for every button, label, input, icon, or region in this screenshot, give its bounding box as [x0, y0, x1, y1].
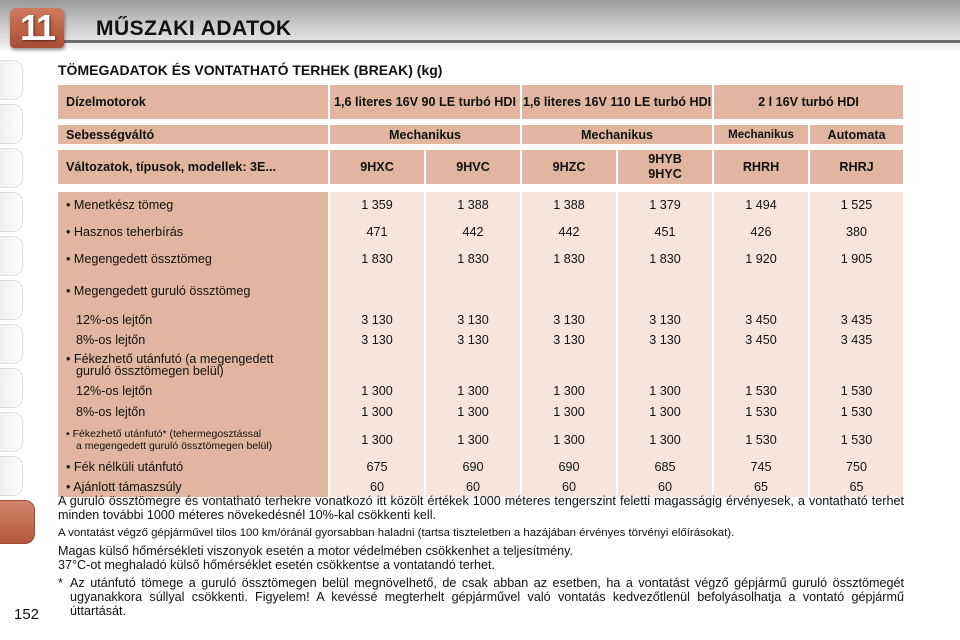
table-row	[58, 310, 903, 330]
engine-cell: 2 l 16V turbó HDI	[714, 85, 903, 119]
note-paragraph: A guruló össztömegre és vontatható terhekre vonatkozó itt közölt értékek 1000 méteres tengerszint feletti magasságig érvényesek, a vontatható terhet minden további 1000 méteres növekedésnél 10%-kal csökkenti kell.	[58, 494, 904, 522]
row-label-line: a megengedett guruló össztömegen belül)	[76, 440, 273, 452]
table-cell: 3 130	[522, 310, 616, 330]
row-label-line: • Fékezhető utánfutó* (tehermegosztással	[66, 428, 262, 440]
note-line: Magas külső hőmérsékleti viszonyok esetén a motor védelmében csökkenhet a teljesítmény.	[58, 544, 573, 558]
table-cell: 745	[714, 457, 808, 477]
table-cell: 60	[618, 477, 712, 497]
engine-cell: 1,6 literes 16V 90 LE turbó HDI	[330, 85, 520, 119]
table-cell: 65	[810, 477, 903, 497]
table-cell: 3 435	[810, 310, 903, 330]
row-label	[58, 350, 328, 380]
table-cell: 1 530	[714, 423, 808, 457]
side-tab[interactable]	[0, 148, 23, 188]
table-row	[58, 218, 903, 245]
engine-cell: 1,6 literes 16V 110 LE turbó HDI	[522, 85, 712, 119]
row-label: • Megengedett össztömeg	[58, 245, 328, 272]
row-label: • Ajánlott támaszsúly	[58, 477, 328, 497]
row-label: • Menetkész tömeg	[58, 192, 328, 218]
row-label-line: guruló össztömegen belül)	[76, 364, 224, 378]
table-cell: 3 450	[714, 310, 808, 330]
table-row	[58, 457, 903, 477]
table-cell: 1 300	[522, 401, 616, 423]
chapter-title: MŰSZAKI ADATOK	[96, 17, 292, 40]
table-cell: 685	[618, 457, 712, 477]
table-row	[58, 350, 903, 380]
table-cell: 1 300	[618, 423, 712, 457]
table-row	[58, 192, 903, 218]
row-label: 8%-os lejtőn	[58, 330, 328, 350]
side-tab[interactable]	[0, 104, 23, 144]
side-tab[interactable]	[0, 368, 23, 408]
model-cell: RHRH	[714, 150, 808, 184]
table-cell: 1 905	[810, 245, 903, 272]
table-cell: 1 359	[330, 192, 424, 218]
row-label: Sebességváltó	[58, 125, 328, 144]
gearbox-cell: Mechanikus	[330, 125, 520, 144]
row-label: • Megengedett guruló össztömeg	[58, 272, 328, 310]
model-code: 9HYC	[648, 167, 682, 181]
table-row	[58, 401, 903, 423]
table-cell: 65	[714, 477, 808, 497]
engine-row	[58, 85, 903, 119]
table-cell: 1 300	[618, 380, 712, 401]
table-cell: 471	[330, 218, 424, 245]
table-cell: 1 830	[426, 245, 520, 272]
table-cell: 690	[426, 457, 520, 477]
table-cell: 1 300	[330, 380, 424, 401]
table-cell: 442	[426, 218, 520, 245]
table-cell: 1 830	[618, 245, 712, 272]
row-label-line: • Fékezhető utánfutó (a megengedett	[66, 352, 274, 366]
model-cell: 9HZC	[522, 150, 616, 184]
row-label	[58, 423, 328, 457]
table-cell: 3 130	[330, 310, 424, 330]
row-label: Változatok, típusok, modellek: 3E...	[58, 150, 328, 184]
table-cell: 60	[522, 477, 616, 497]
table-cell: 675	[330, 457, 424, 477]
side-tab[interactable]	[0, 236, 23, 276]
table-cell: 1 530	[810, 423, 903, 457]
table-cell: 3 130	[426, 330, 520, 350]
table-cell: 3 450	[714, 330, 808, 350]
chapter-side-tabs	[0, 60, 30, 548]
table-cell: 1 300	[330, 401, 424, 423]
table-cell: 442	[522, 218, 616, 245]
model-cell: 9HXC	[330, 150, 424, 184]
row-label: 12%-os lejtőn	[58, 380, 328, 401]
footnote-text: Az utánfutó tömege a guruló össztömegen belül megnövelhető, de csak abban az esetben, ha a vontatást végző gépjármű guruló össztömegét ugyanakkora súllyal csökkenti. Figyelem! A kevéssé megterhelt gépjárművel való vontatás kedvezőtlenül befolyásolhatja a vontató gépjármű úttartását.	[70, 576, 904, 618]
notes	[58, 494, 904, 618]
page-number: 152	[14, 606, 40, 623]
row-label: • Fék nélküli utánfutó	[58, 457, 328, 477]
table-cell: 60	[330, 477, 424, 497]
side-tab[interactable]	[0, 60, 23, 100]
table-cell: 3 130	[522, 330, 616, 350]
model-cell: RHRJ	[810, 150, 903, 184]
model-cell	[618, 150, 712, 184]
table-cell: 1 300	[330, 423, 424, 457]
gearbox-cell: Automata	[810, 125, 903, 144]
table-cell: 1 388	[522, 192, 616, 218]
model-code: 9HYB	[648, 152, 682, 166]
side-tab[interactable]	[0, 412, 23, 452]
side-tab-active[interactable]	[0, 500, 35, 544]
table-cell: 690	[522, 457, 616, 477]
table-row	[58, 380, 903, 401]
table-cell: 1 300	[426, 423, 520, 457]
table-cell: 1 920	[714, 245, 808, 272]
table-cell: 1 530	[810, 380, 903, 401]
gearbox-row	[58, 125, 903, 144]
table-cell: 1 530	[810, 401, 903, 423]
table-cell: 380	[810, 218, 903, 245]
table-cell: 1 388	[426, 192, 520, 218]
table-cell: 1 494	[714, 192, 808, 218]
note-line: 37°C-ot meghaladó külső hőmérséklet esetén csökkentse a vontatandó terhet.	[58, 558, 495, 572]
table-cell: 1 379	[618, 192, 712, 218]
table-cell: 1 830	[522, 245, 616, 272]
table-cell: 3 130	[618, 310, 712, 330]
footnote	[58, 576, 904, 618]
table-cell: 1 300	[522, 423, 616, 457]
note-paragraph: A vontatást végző gépjárművel tilos 100 km/óránál gyorsabban haladni (tartsa tiszteletben a hazájában érvényes törvényi előírásokat).	[58, 527, 735, 539]
footnote-mark: *	[58, 576, 63, 590]
side-tab[interactable]	[0, 456, 23, 496]
row-label: 12%-os lejtőn	[58, 310, 328, 330]
table-cell: 451	[618, 218, 712, 245]
table-cell: 1 300	[426, 401, 520, 423]
table-row	[58, 245, 903, 272]
table-cell: 1 300	[522, 380, 616, 401]
chapter-number-badge: 11	[10, 8, 64, 48]
row-label: • Hasznos teherbírás	[58, 218, 328, 245]
table-row	[58, 423, 903, 457]
table-cell: 60	[426, 477, 520, 497]
section-title: TÖMEGADATOK ÉS VONTATHATÓ TERHEK (BREAK) (kg)	[58, 62, 443, 78]
row-label: Dízelmotorok	[58, 85, 328, 119]
row-label: 8%-os lejtőn	[58, 401, 328, 423]
table-row	[58, 272, 903, 310]
table-cell: 3 130	[618, 330, 712, 350]
table-cell: 1 530	[714, 401, 808, 423]
weights-table	[56, 85, 905, 497]
table-cell: 1 530	[714, 380, 808, 401]
side-tab[interactable]	[0, 280, 23, 320]
table-cell: 3 130	[426, 310, 520, 330]
table-cell: 3 130	[330, 330, 424, 350]
model-cell: 9HVC	[426, 150, 520, 184]
table-cell: 3 435	[810, 330, 903, 350]
model-row	[58, 150, 903, 184]
table-cell: 1 300	[426, 380, 520, 401]
gearbox-cell: Mechanikus	[522, 125, 712, 144]
table-cell: 750	[810, 457, 903, 477]
table-cell: 426	[714, 218, 808, 245]
table-cell: 1 525	[810, 192, 903, 218]
table-cell: 1 830	[330, 245, 424, 272]
gearbox-cell: Mechanikus	[714, 125, 808, 144]
side-tab[interactable]	[0, 324, 23, 364]
note-paragraph	[58, 544, 904, 572]
side-tab[interactable]	[0, 192, 23, 232]
table-cell: 1 300	[618, 401, 712, 423]
table-row	[58, 330, 903, 350]
